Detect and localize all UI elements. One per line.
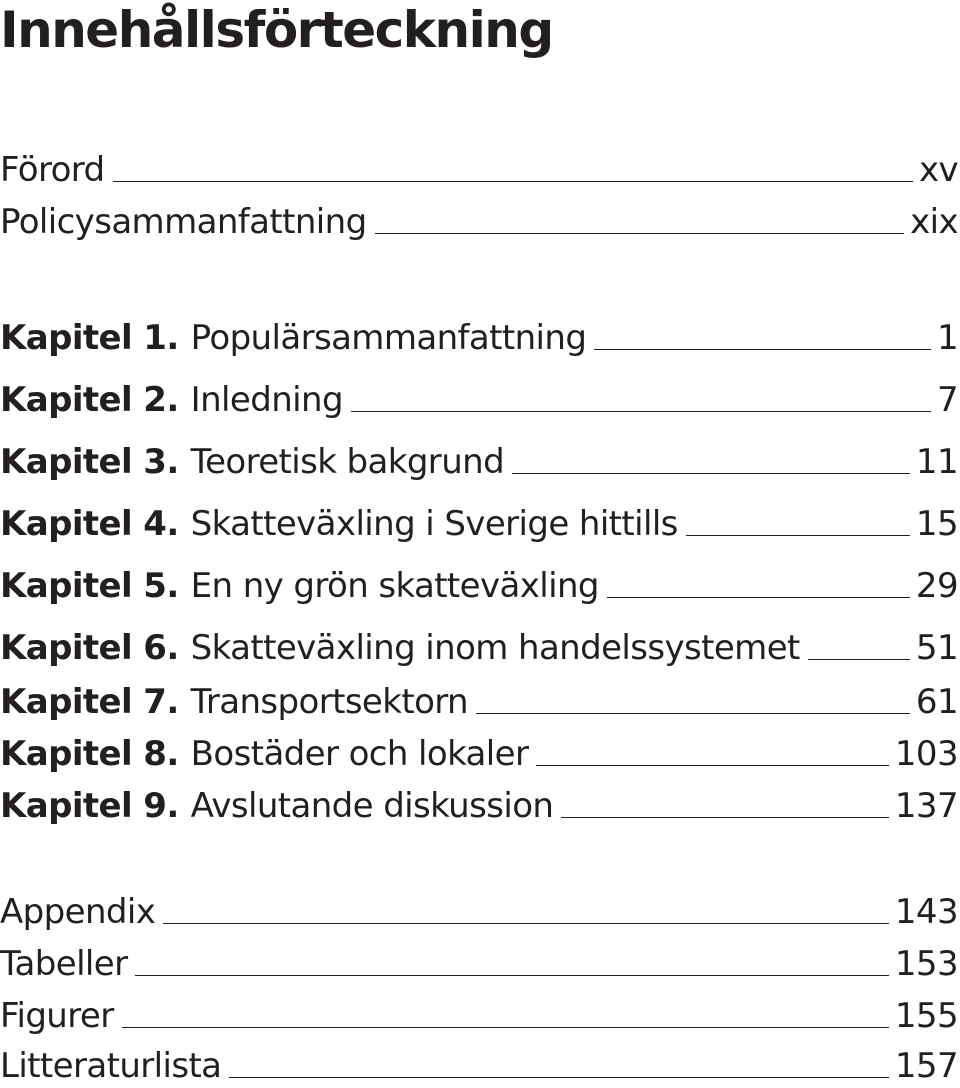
chapter-label: Kapitel 3. [0,442,179,482]
toc-entry-tabeller[interactable] [0,944,958,984]
toc-entry-title: Populärsammanfattning [190,318,587,358]
toc-entry-title: Skatteväxling inom handelssystemet [190,628,800,668]
toc-page-number: 15 [915,504,958,544]
toc-leader-line [808,659,910,660]
toc-leader-line [351,411,931,412]
toc-entry-title: Tabeller [0,944,128,984]
toc-entry-chapter-6[interactable] [0,628,958,668]
toc-entry-chapter-5[interactable] [0,566,958,606]
toc-page-number: 143 [894,892,958,932]
toc-entry-title: Skatteväxling i Sverige hittills [190,504,678,544]
toc-leader-line [375,233,905,234]
toc-entry-title: Figurer [0,996,114,1036]
toc-page-number: 61 [915,682,958,722]
toc-entry-title: Förord [0,150,105,190]
toc-page-number: 103 [894,734,958,774]
toc-page-number: 137 [894,786,958,826]
toc-leader-line [122,1027,889,1028]
toc-entry-chapter-4[interactable] [0,504,958,544]
toc-leader-line [536,765,889,766]
toc-entry-title: Litteraturlista [0,1046,222,1086]
toc-entry-title: Transportsektorn [190,682,468,722]
toc-leader-line [561,817,889,818]
toc-entry-litteraturlista[interactable] [0,1046,958,1086]
chapter-label: Kapitel 8. [0,734,179,774]
toc-entry-title: Avslutande diskussion [190,786,554,826]
toc-page-number: xv [918,150,958,190]
toc-page-number: 155 [894,996,958,1036]
toc-leader-line [594,349,931,350]
toc-entry-title: Bostäder och lokaler [190,734,529,774]
toc-page-number: 153 [894,944,958,984]
toc-entry-chapter-1[interactable] [0,318,958,358]
toc-leader-line [163,923,889,924]
chapter-label: Kapitel 6. [0,628,179,668]
toc-entry-figurer[interactable] [0,996,958,1036]
toc-leader-line [607,597,910,598]
toc-page-number: 11 [915,442,958,482]
toc-entry-title: Appendix [0,892,156,932]
toc-entry-title: Policysammanfattning [0,202,367,242]
toc-entry-forord[interactable] [0,150,958,190]
chapter-label: Kapitel 2. [0,380,179,420]
toc-entry-title: Teoretisk bakgrund [190,442,505,482]
toc-entry-chapter-2[interactable] [0,380,958,420]
toc-entry-appendix[interactable] [0,892,958,932]
toc-leader-line [686,535,910,536]
toc-leader-line [135,975,888,976]
chapter-label: Kapitel 1. [0,318,179,358]
chapter-label: Kapitel 9. [0,786,179,826]
toc-entry-title: En ny grön skatteväxling [190,566,599,606]
toc-leader-line [512,473,910,474]
toc-page-number: xix [910,202,958,242]
toc-page-number: 7 [936,380,958,420]
toc-page-number: 1 [936,318,958,358]
toc-page-number: 29 [915,566,958,606]
toc-leader-line [229,1077,888,1078]
toc-entry-policysammanfattning[interactable] [0,202,958,242]
toc-entry-chapter-9[interactable] [0,786,958,826]
page-title: Innehållsförteckning [0,1,553,59]
chapter-label: Kapitel 7. [0,682,179,722]
toc-leader-line [113,181,913,182]
toc-page-number: 51 [915,628,958,668]
toc-entry-chapter-7[interactable] [0,682,958,722]
toc-entry-chapter-8[interactable] [0,734,958,774]
chapter-label: Kapitel 5. [0,566,179,606]
chapter-label: Kapitel 4. [0,504,179,544]
toc-page-number: 157 [894,1046,958,1086]
toc-entry-title: Inledning [190,380,343,420]
toc-entry-chapter-3[interactable] [0,442,958,482]
toc-leader-line [476,713,910,714]
